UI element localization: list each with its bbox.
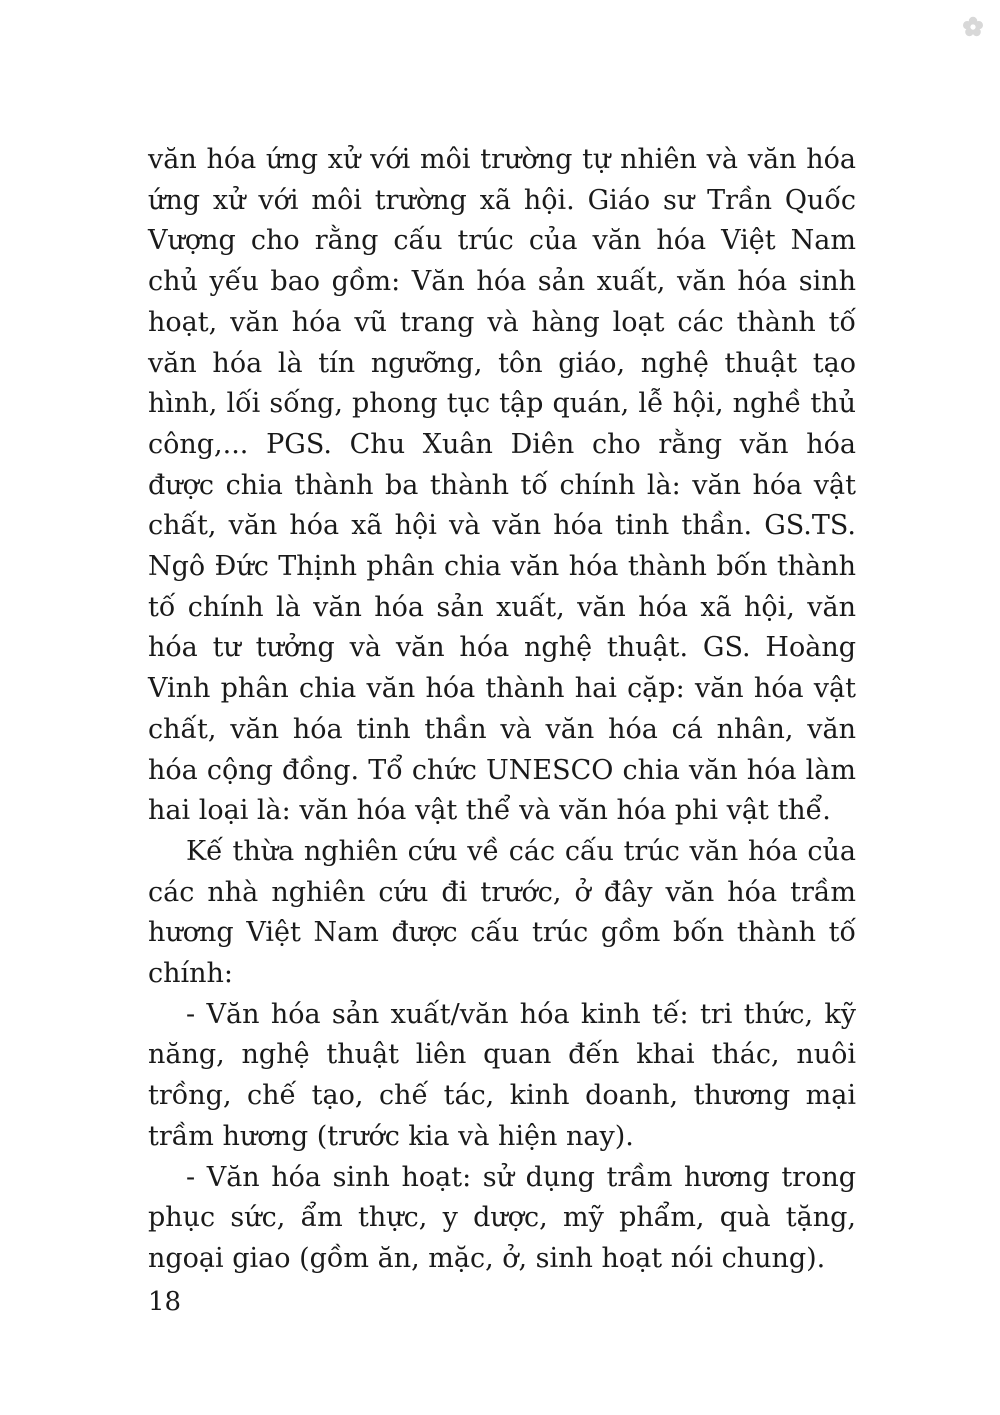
paragraph-structure-overview: văn hóa ứng xử với môi trường tự nhiên và văn hóa ứng xử với môi trường xã hội. Giáo sư Trần Quốc Vượng cho rằng cấu trúc của văn hóa Việt Nam chủ yếu bao gồm: Văn hóa sản xuất, văn hóa sinh hoạt, văn hóa vũ trang và hàng loạt các thành tố văn hóa là tín ngưỡng, tôn giáo, nghệ thuật tạo hình, lối sống, phong tục tập quán, lễ hội, nghề thủ công,... PGS. Chu Xuân Diên cho rằng văn hóa được chia thành ba thành tố chính là: văn hóa vật chất, văn hóa xã hội và văn hóa tinh thần. GS.TS. Ngô Đức Thịnh phân chia văn hóa thành bốn thành tố chính là văn hóa sản xuất, văn hóa xã hội, văn hóa tư tưởng và văn hóa nghệ thuật. GS. Hoàng Vinh phân chia văn hóa thành hai cặp: văn hóa vật chất, văn hóa tinh thần và văn hóa cá nhân, văn hóa cộng đồng. Tổ chức UNESCO chia văn hóa làm hai loại là: văn hóa vật thể và văn hóa phi vật thể. [148, 144, 856, 827]
paragraph-agarwood-structure: Kế thừa nghiên cứu về các cấu trúc văn hóa của các nhà nghiên cứu đi trước, ở đây văn hóa trầm hương Việt Nam được cấu trúc gồm bốn thành tố chính: [148, 835, 856, 990]
list-item-daily-life-culture: - Văn hóa sinh hoạt: sử dụng trầm hương trong phục sức, ẩm thực, y dược, mỹ phẩm, quà tặng, ngoại giao (gồm ăn, mặc, ở, sinh hoạt nói chung). [148, 1161, 856, 1274]
body-text [148, 140, 856, 1280]
page-number: 18 [148, 1287, 182, 1317]
list-item-production-culture: - Văn hóa sản xuất/văn hóa kinh tế: tri thức, kỹ năng, nghệ thuật liên quan đến khai thác, nuôi trồng, chế tạo, chế tác, kinh doanh, thương mại trầm hương (trước kia và hiện nay). [148, 998, 856, 1152]
flower-icon [960, 14, 986, 40]
